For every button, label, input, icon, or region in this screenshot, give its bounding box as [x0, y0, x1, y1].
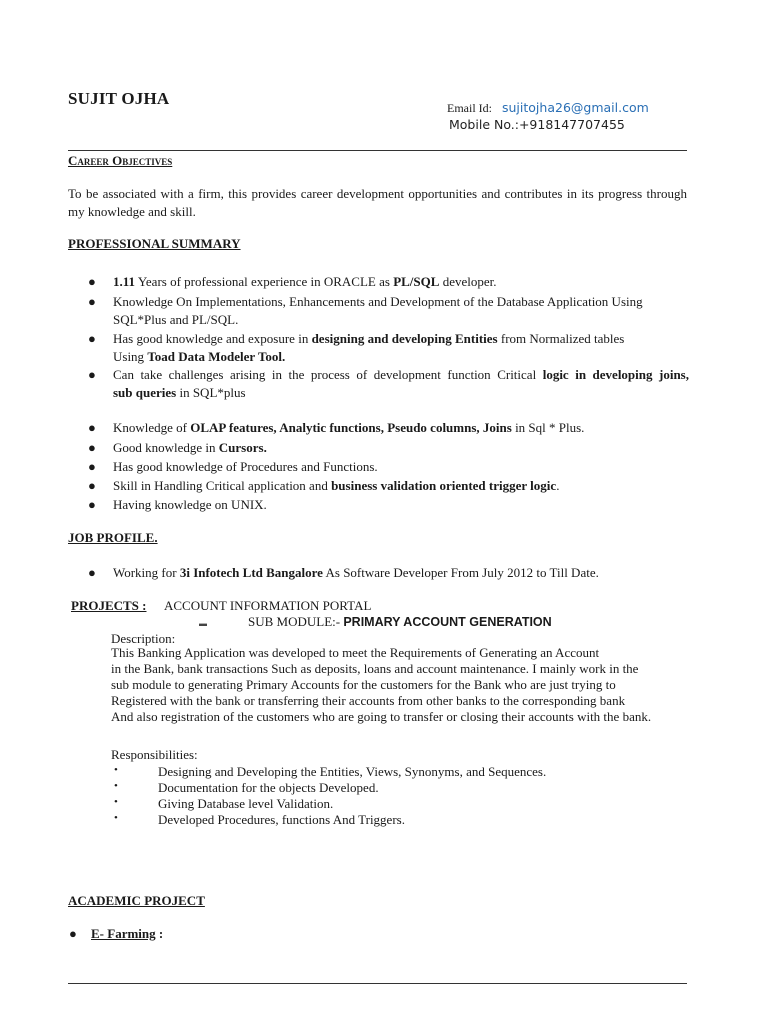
bullet-icon: ●: [88, 440, 96, 455]
summary-item-challenges: Can take challenges arising in the process of development function Critical logic in developing joins, sub queries in SQL*plus: [113, 367, 689, 400]
bullet-icon: ●: [88, 367, 96, 382]
bullet-icon: ●: [88, 497, 96, 512]
description-label: Description:: [111, 631, 176, 646]
email-link[interactable]: sujitojha26@gmail.com: [502, 100, 649, 115]
summary-item-olap: Knowledge of OLAP features, Analytic functions, Pseudo columns, Joins in Sql * Plus.: [113, 420, 585, 435]
responsibility-item: Designing and Developing the Entities, Views, Synonyms, and Sequences.: [158, 764, 547, 779]
header-divider: [68, 150, 687, 151]
bullet-icon: ●: [88, 331, 96, 346]
academic-project-heading: ACADEMIC PROJECT: [68, 893, 205, 908]
footer-divider: [68, 983, 687, 984]
email-label: Email Id:: [447, 101, 492, 115]
candidate-name: SUJIT OJHA: [68, 89, 170, 108]
bullet-icon: ●: [88, 420, 96, 435]
summary-item-cursors: Good knowledge in Cursors.: [113, 440, 267, 455]
bullet-icon: ●: [88, 478, 96, 493]
bullet-icon: ●: [88, 294, 96, 309]
career-objectives-text: To be associated with a firm, this provides career development opportunities and contributes in its progress through my knowledge and skill.: [68, 186, 687, 219]
summary-item-triggers: Skill in Handling Critical application and business validation oriented trigger logic.: [113, 478, 560, 493]
summary-item-procedures: Has good knowledge of Procedures and Functions.: [113, 459, 378, 474]
submodule-title: SUB MODULE:- PRIMARY ACCOUNT GENERATION: [248, 614, 552, 629]
bullet-icon: ●: [88, 565, 96, 580]
career-objectives-heading: Career Objectives: [68, 153, 173, 168]
bullet-icon: ●: [88, 274, 96, 289]
responsibility-item: Documentation for the objects Developed.: [158, 780, 379, 795]
projects-label: PROJECTS :: [71, 598, 147, 613]
job-item: Working for 3i Infotech Ltd Bangalore As Software Developer From July 2012 to Till Date.: [113, 565, 599, 580]
summary-item-experience: 1.11 Years of professional experience in ORACLE as PL/SQL developer.: [113, 274, 497, 289]
responsibility-item: Giving Database level Validation.: [158, 796, 334, 811]
bullet-icon: •: [114, 764, 118, 776]
mobile-number: Mobile No.:+918147707455: [449, 117, 625, 132]
bullet-icon: •: [114, 796, 118, 808]
submodule-icon: ▬: [199, 619, 207, 628]
job-profile-heading: JOB PROFILE.: [68, 530, 158, 545]
bullet-icon: ●: [69, 926, 77, 941]
academic-item: E- Farming :: [91, 926, 164, 941]
bullet-icon: •: [114, 812, 118, 824]
professional-summary-heading: PROFESSIONAL SUMMARY: [68, 236, 241, 251]
summary-item-knowledge: Knowledge On Implementations, Enhancements and Development of the Database Application Using SQL*Plus and PL/SQL.: [113, 294, 643, 327]
summary-item-unix: Having knowledge on UNIX.: [113, 497, 267, 512]
summary-item-entities: Has good knowledge and exposure in designing and developing Entities from Normalized tables Using Toad Data Modeler Tool.: [113, 331, 625, 364]
project-name: ACCOUNT INFORMATION PORTAL: [164, 598, 372, 613]
responsibilities-label: Responsibilities:: [111, 747, 198, 762]
responsibility-item: Developed Procedures, functions And Triggers.: [158, 812, 405, 827]
bullet-icon: •: [114, 780, 118, 792]
description-text: This Banking Application was developed to meet the Requirements of Generating an Account in the Bank, bank transactions Such as deposits, loans and account maintenance. I mainly work in the sub module to generating Primary Accounts for the customers for the Bank who are just trying to Registered with the bank or transferring their accounts from other banks to the corresponding bank And also registration of the customers who are going to transfer or closing their accounts with the bank.: [111, 645, 652, 724]
bullet-icon: ●: [88, 459, 96, 474]
